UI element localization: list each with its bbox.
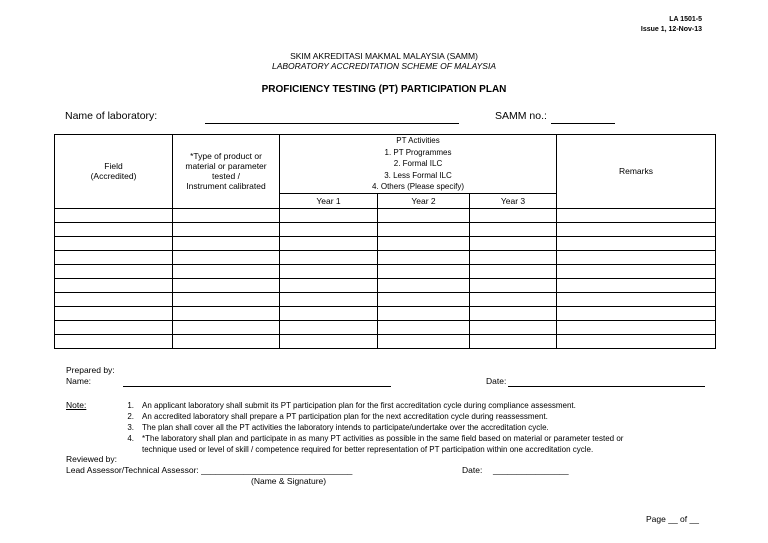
- table-row: [55, 278, 716, 292]
- table-cell[interactable]: [55, 250, 173, 264]
- scheme-name-malay: SKIM AKREDITASI MAKMAL MALAYSIA (SAMM): [290, 51, 478, 61]
- note-text: An applicant laboratory shall submit its PT participation plan for the first accreditation cycle during compliance assessment.: [142, 401, 576, 410]
- table-body: [55, 208, 716, 348]
- note-text: technique used or level of skill / competence required for better representation of PT participation within one accreditation cycle.: [142, 445, 594, 454]
- pt-activities-header: PT Activities 1. PT Programmes 2. Formal ILC 3. Less Formal ILC 4. Others (Please specify): [280, 135, 557, 194]
- table-cell[interactable]: [55, 236, 173, 250]
- table-cell[interactable]: [557, 334, 716, 348]
- table-cell[interactable]: [557, 278, 716, 292]
- table-cell[interactable]: [55, 278, 173, 292]
- prepared-name-label: Name:: [66, 376, 92, 386]
- table-row: [55, 264, 716, 278]
- table-cell[interactable]: [173, 236, 280, 250]
- table-cell[interactable]: [173, 278, 280, 292]
- table-row: [55, 208, 716, 222]
- table-cell[interactable]: [557, 320, 716, 334]
- year-2-header: Year 2: [378, 193, 470, 208]
- table-cell[interactable]: [280, 320, 378, 334]
- page-number: Page __ of __: [646, 514, 699, 524]
- reviewed-date-field[interactable]: ________________: [493, 465, 569, 475]
- note-number: 2.: [127, 412, 134, 421]
- field-column-header: Field (Accredited): [55, 135, 173, 209]
- table-cell[interactable]: [378, 250, 470, 264]
- table-cell[interactable]: [55, 292, 173, 306]
- table-cell[interactable]: [557, 236, 716, 250]
- reviewed-date-label: Date:: [462, 465, 483, 475]
- table-cell[interactable]: [557, 222, 716, 236]
- table-cell[interactable]: [470, 250, 557, 264]
- table-cell[interactable]: [280, 334, 378, 348]
- table-cell[interactable]: [378, 334, 470, 348]
- table-cell[interactable]: [55, 264, 173, 278]
- table-cell[interactable]: [470, 222, 557, 236]
- table-cell[interactable]: [280, 250, 378, 264]
- type-column-header: *Type of product or material or parameter tested / Instrument calibrated: [173, 135, 280, 209]
- table-row: [55, 320, 716, 334]
- table-cell[interactable]: [378, 208, 470, 222]
- table-row: [55, 236, 716, 250]
- table-cell[interactable]: [280, 264, 378, 278]
- table-cell[interactable]: [470, 208, 557, 222]
- signature-caption: (Name & Signature): [251, 476, 327, 486]
- table-cell[interactable]: [378, 222, 470, 236]
- remarks-column-header: Remarks: [557, 135, 716, 209]
- table-cell[interactable]: [173, 250, 280, 264]
- table-row: [55, 250, 716, 264]
- table-cell[interactable]: [280, 236, 378, 250]
- table-cell[interactable]: [173, 264, 280, 278]
- table-cell[interactable]: [173, 208, 280, 222]
- page-title: PROFICIENCY TESTING (PT) PARTICIPATION PLAN: [261, 84, 507, 95]
- table-cell[interactable]: [470, 320, 557, 334]
- table-cell[interactable]: [55, 306, 173, 320]
- assessor-label: Lead Assessor/Technical Assessor: ________________________________: [66, 465, 353, 475]
- table-cell[interactable]: [280, 222, 378, 236]
- table-cell[interactable]: [378, 320, 470, 334]
- note-text: The plan shall cover all the PT activities the laboratory intends to participate/undertake over the accreditation cycle.: [142, 423, 549, 432]
- year-1-header: Year 1: [280, 193, 378, 208]
- document-reference: [641, 15, 702, 35]
- lab-name-field[interactable]: [205, 123, 459, 124]
- prepared-by-label: Prepared by:: [66, 365, 115, 375]
- table-row: [55, 222, 716, 236]
- note-number: 3.: [127, 423, 134, 432]
- reviewed-by-label: Reviewed by:: [66, 454, 118, 464]
- lab-name-label: Name of laboratory:: [65, 110, 158, 122]
- table-cell[interactable]: [557, 250, 716, 264]
- table-cell[interactable]: [173, 306, 280, 320]
- table-cell[interactable]: [280, 306, 378, 320]
- table-cell[interactable]: [173, 292, 280, 306]
- prepared-name-field[interactable]: [123, 386, 391, 387]
- table-cell[interactable]: [470, 236, 557, 250]
- table-cell[interactable]: [55, 320, 173, 334]
- table-row: [55, 334, 716, 348]
- table-cell[interactable]: [55, 222, 173, 236]
- table-cell[interactable]: [470, 292, 557, 306]
- table-cell[interactable]: [378, 278, 470, 292]
- year-3-header: Year 3: [470, 193, 557, 208]
- table-cell[interactable]: [173, 334, 280, 348]
- table-cell[interactable]: [470, 306, 557, 320]
- table-cell[interactable]: [55, 208, 173, 222]
- table-row: [55, 292, 716, 306]
- table-cell[interactable]: [378, 264, 470, 278]
- table-row: [55, 306, 716, 320]
- table-cell[interactable]: [378, 292, 470, 306]
- table-cell[interactable]: [557, 208, 716, 222]
- note-text: An accredited laboratory shall prepare a PT participation plan for the next accreditation cycle during reassessment.: [142, 412, 548, 421]
- prepared-date-field[interactable]: [508, 386, 705, 387]
- table-cell[interactable]: [557, 264, 716, 278]
- document-code: LA 1501-5: [669, 16, 702, 23]
- table-cell[interactable]: [173, 320, 280, 334]
- samm-no-field[interactable]: [551, 123, 615, 124]
- table-cell[interactable]: [557, 292, 716, 306]
- table-cell[interactable]: [378, 236, 470, 250]
- table-cell[interactable]: [470, 278, 557, 292]
- table-cell[interactable]: [470, 264, 557, 278]
- table-cell[interactable]: [280, 292, 378, 306]
- note-text: *The laboratory shall plan and participate in as many PT activities as possible in the same field based on material or parameter tested or: [142, 434, 624, 443]
- note-number: 1.: [127, 401, 134, 410]
- note-number: 4.: [127, 434, 134, 443]
- table-cell[interactable]: [470, 334, 557, 348]
- table-cell[interactable]: [557, 306, 716, 320]
- table-cell[interactable]: [280, 278, 378, 292]
- scheme-name-english: LABORATORY ACCREDITATION SCHEME OF MALAYSIA: [271, 61, 497, 71]
- notes-label: Note:: [66, 400, 87, 410]
- prepared-date-label: Date:: [486, 376, 507, 386]
- samm-no-label: SAMM no.:: [495, 110, 547, 122]
- table-cell[interactable]: [280, 208, 378, 222]
- table-cell[interactable]: [173, 222, 280, 236]
- pt-plan-table: [54, 134, 716, 349]
- table-cell[interactable]: [55, 334, 173, 348]
- document-issue: Issue 1, 12-Nov-13: [640, 26, 702, 33]
- table-cell[interactable]: [378, 306, 470, 320]
